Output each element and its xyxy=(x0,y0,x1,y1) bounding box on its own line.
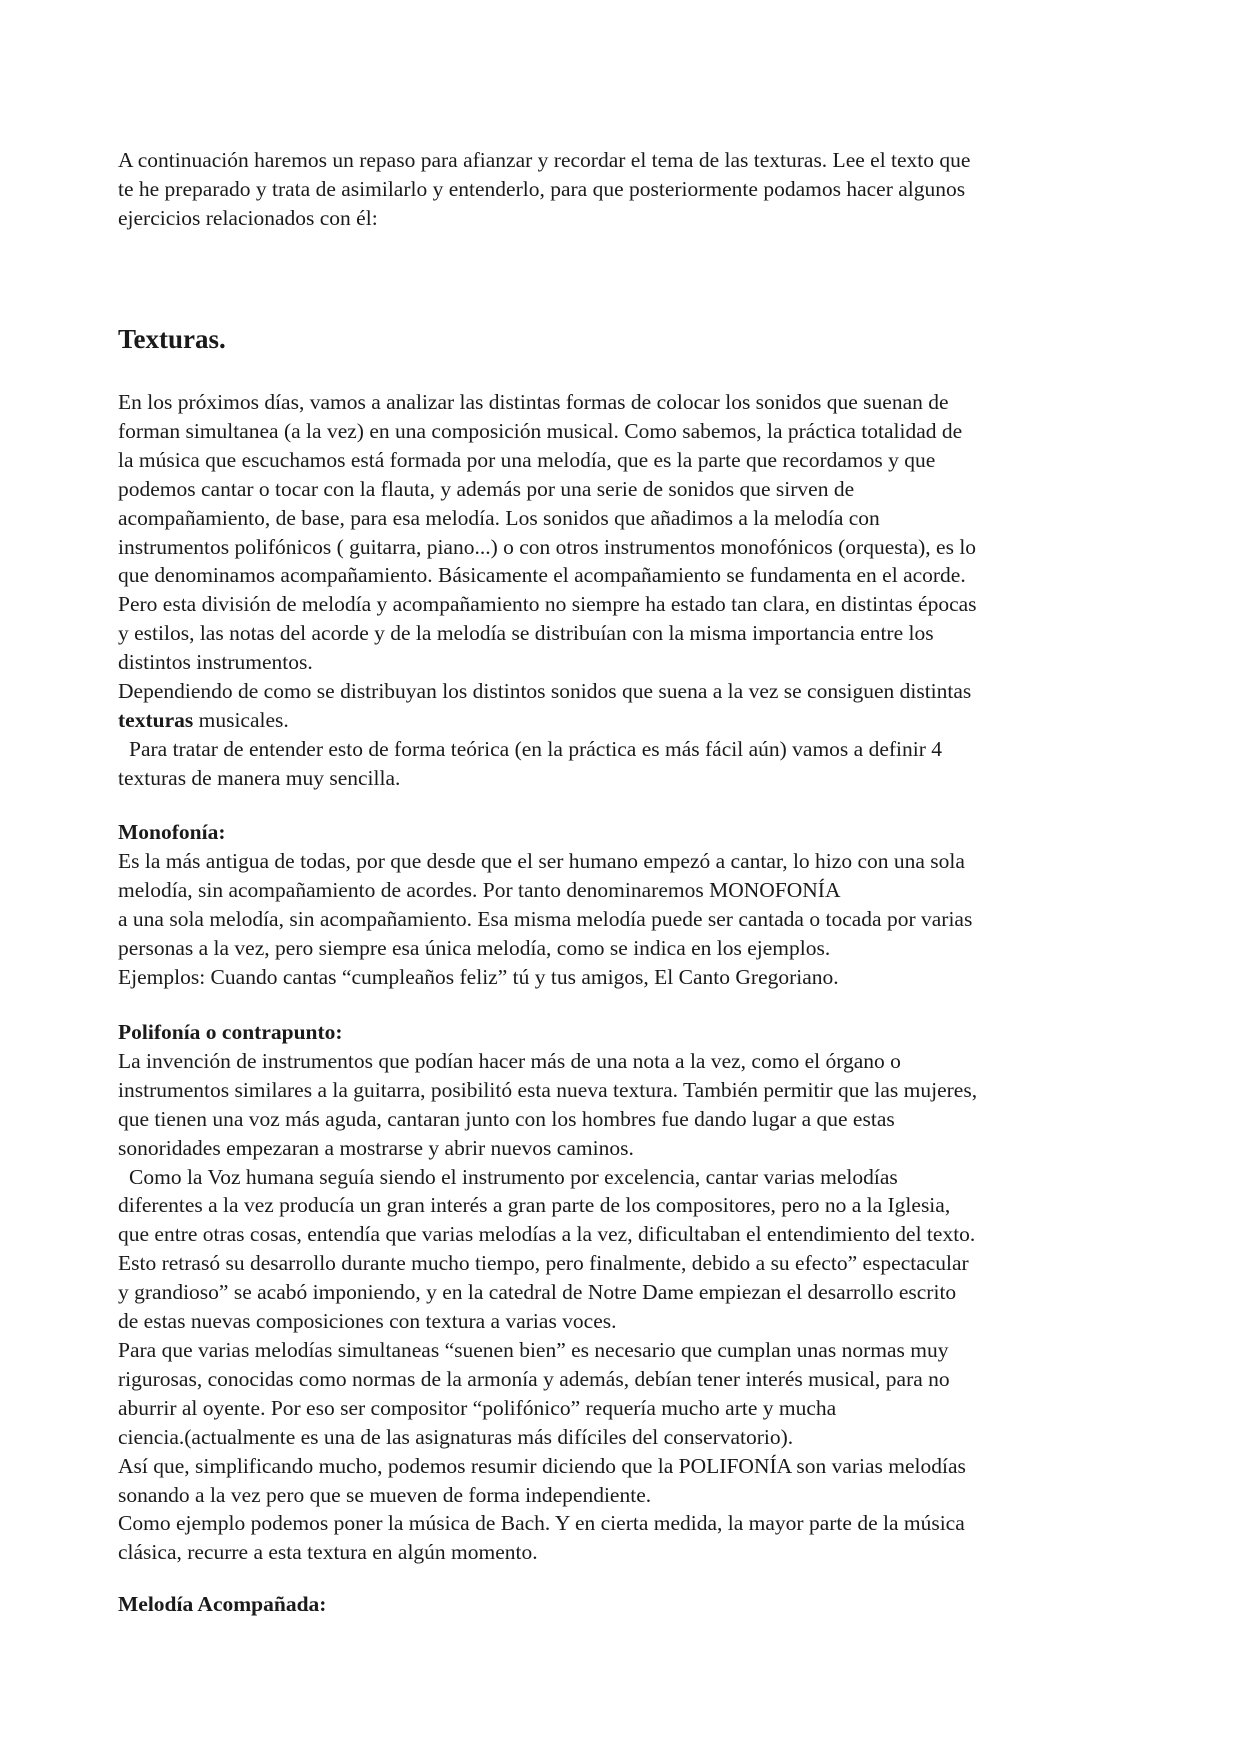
text-line: rigurosas, conocidas como normas de la armonía y además, debían tener interés musical, para no xyxy=(118,1366,950,1391)
text-line: A continuación haremos un repaso para afianzar y recordar el tema de las texturas. Lee el texto que xyxy=(118,148,971,172)
text-line: acompañamiento, de base, para esa melodía. Los sonidos que añadimos a la melodía con xyxy=(118,505,880,530)
text-line: instrumentos polifónicos ( guitarra, piano...) o con otros instrumentos monofónicos (orquesta), es lo xyxy=(118,534,977,559)
text-line: En los próximos días, vamos a analizar las distintas formas de colocar los sonidos que suenan de xyxy=(118,390,949,414)
texturas-intro-section xyxy=(118,388,1128,793)
text-line: personas a la vez, pero siempre esa única melodía, como se indica en los ejemplos. xyxy=(118,935,831,960)
text-line: distintos instrumentos. xyxy=(118,650,313,675)
text-line: Esto retrasó su desarrollo durante mucho tiempo, pero finalmente, debido a su efecto” espectacular xyxy=(118,1251,969,1276)
text-line: ciencia.(actualmente es una de las asignaturas más difíciles del conservatorio). xyxy=(118,1424,794,1449)
text-line: diferentes a la vez producía un gran interés a gran parte de los compositores, pero no a la Iglesia, xyxy=(118,1193,951,1218)
text-line: que entre otras cosas, entendía que varias melodías a la vez, dificultaban el entendimiento del texto. xyxy=(118,1222,976,1247)
text-line: podemos cantar o tocar con la flauta, y además por una serie de sonidos que sirven de xyxy=(118,476,855,501)
polifonia-section xyxy=(118,1018,1128,1567)
text-line: melodía, sin acompañamiento de acordes. Por tanto denominaremos MONOFONÍA xyxy=(118,877,841,902)
text-line: Como la Voz humana seguía siendo el instrumento por excelencia, cantar varias melodías xyxy=(129,1164,898,1189)
text-line: a una sola melodía, sin acompañamiento. Esa misma melodía puede ser cantada o tocada por varias xyxy=(118,906,973,931)
intro-paragraph xyxy=(118,146,1128,233)
section-heading: Polifonía o contrapunto: xyxy=(118,1020,343,1044)
text-line: y grandioso” se acabó imponiendo, y en la catedral de Notre Dame empiezan el desarrollo escrito xyxy=(118,1280,957,1305)
text-line: clásica, recurre a esta textura en algún momento. xyxy=(118,1540,538,1565)
text-line: texturas de manera muy sencilla. xyxy=(118,765,401,790)
text-line: la música que escuchamos está formada por una melodía, que es la parte que recordamos y que xyxy=(118,447,936,472)
section-heading: Melodía Acompañada: xyxy=(118,1592,327,1616)
text-line: que tienen una voz más aguda, cantaran junto con los hombres fue dando lugar a que estas xyxy=(118,1106,895,1131)
bold-term: texturas xyxy=(118,707,194,732)
text-line: de estas nuevas composiciones con textura a varias voces. xyxy=(118,1309,617,1334)
text-line: Para tratar de entender esto de forma teórica (en la práctica es más fácil aún) vamos a definir 4 xyxy=(129,736,943,761)
section-heading: Monofonía: xyxy=(118,820,226,844)
text-line: aburrir al oyente. Por eso ser compositor “polifónico” requería mucho arte y mucha xyxy=(118,1395,837,1420)
text-line: que denominamos acompañamiento. Básicamente el acompañamiento se fundamenta en el acorde. xyxy=(118,563,966,588)
melodia-acompanada-section xyxy=(118,1590,1128,1619)
text-line: ejercicios relacionados con él: xyxy=(118,205,378,230)
text-line: y estilos, las notas del acorde y de la melodía se distribuían con la misma importancia entre los xyxy=(118,621,934,646)
text-line: Pero esta división de melodía y acompañamiento no siempre ha estado tan clara, en distintas épocas xyxy=(118,592,977,617)
text-line xyxy=(118,706,1128,735)
monofonia-section xyxy=(118,818,1128,991)
text-line: Ejemplos: Cuando cantas “cumpleaños feliz” tú y tus amigos, El Canto Gregoriano. xyxy=(118,964,839,989)
text-span: musicales. xyxy=(193,707,289,732)
text-line: forman simultanea (a la vez) en una composición musical. Como sabemos, la práctica totalidad de xyxy=(118,418,963,443)
page-title: Texturas. xyxy=(118,324,226,354)
text-line: te he preparado y trata de asimilarlo y entenderlo, para que posteriormente podamos hacer algunos xyxy=(118,176,966,201)
text-line: instrumentos similares a la guitarra, posibilitó esta nueva textura. También permitir que las mujeres, xyxy=(118,1077,978,1102)
text-line: Como ejemplo podemos poner la música de Bach. Y en cierta medida, la mayor parte de la música xyxy=(118,1511,965,1536)
text-line: Para que varias melodías simultaneas “suenen bien” es necesario que cumplan unas normas muy xyxy=(118,1337,949,1362)
text-line: Así que, simplificando mucho, podemos resumir diciendo que la POLIFONÍA son varias melodías xyxy=(118,1453,966,1478)
text-line: Es la más antigua de todas, por que desde que el ser humano empezó a cantar, lo hizo con una sola xyxy=(118,848,965,873)
text-line: La invención de instrumentos que podían hacer más de una nota a la vez, como el órgano o xyxy=(118,1048,901,1073)
text-line: sonoridades empezaran a mostrarse y abrir nuevos caminos. xyxy=(118,1135,634,1160)
text-line: Dependiendo de como se distribuyan los distintos sonidos que suena a la vez se consiguen distintas xyxy=(118,679,972,704)
text-line: sonando a la vez pero que se mueven de forma independiente. xyxy=(118,1482,652,1507)
